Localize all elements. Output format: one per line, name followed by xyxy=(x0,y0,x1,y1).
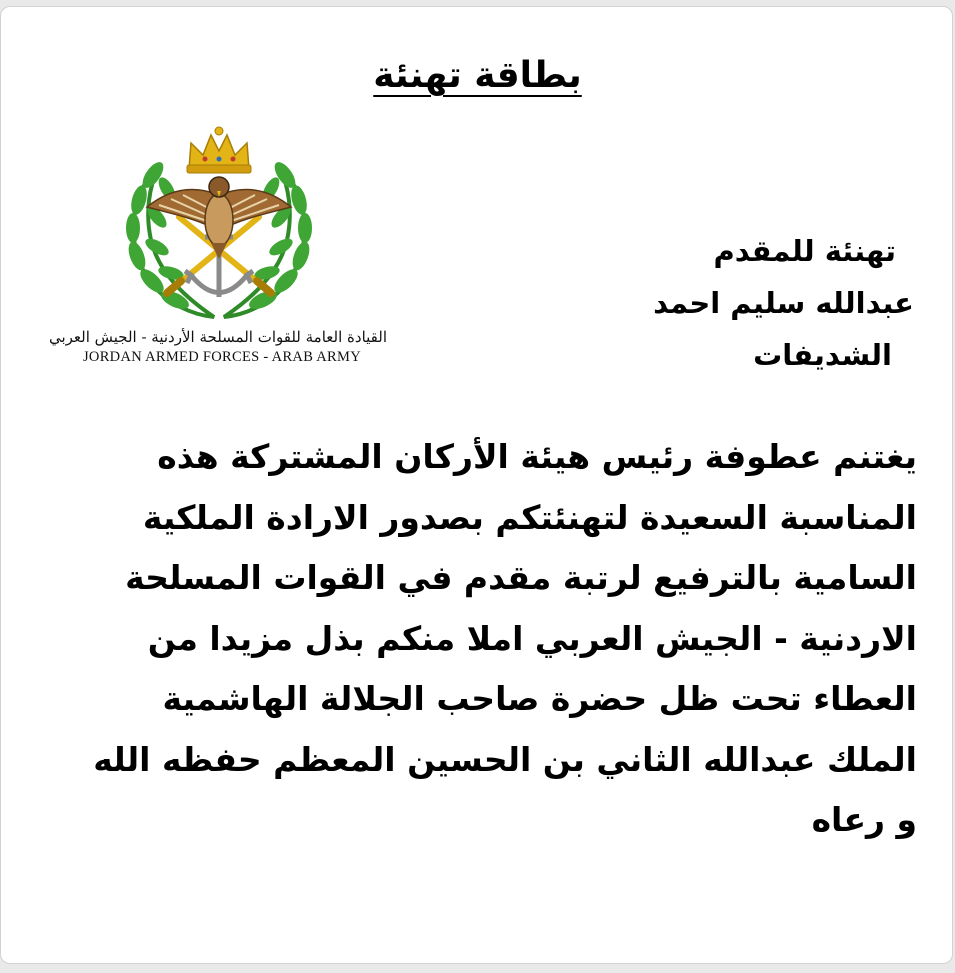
message-line: المناسبة السعيدة لتهنئتكم بصدور الارادة الملكية xyxy=(142,497,917,537)
message-line: الملك عبدالله الثاني بن الحسين المعظم حفظه الله xyxy=(93,739,917,779)
emblem-english-caption: JORDAN ARMED FORCES - ARAB ARMY xyxy=(82,349,361,365)
message-line: السامية بالترفيع لرتبة مقدم في القوات المسلحة xyxy=(125,558,917,597)
message-line: يغتنم عطوفة رئيس هيئة الأركان المشتركة هذه xyxy=(157,437,917,476)
message-line: الاردنية - الجيش العربي املا منكم بذل مزيدا من xyxy=(147,618,917,658)
message-line: و رعاه xyxy=(811,800,917,839)
recipient-block xyxy=(494,225,914,381)
greeting-card xyxy=(0,6,953,964)
jaf-emblem xyxy=(48,125,387,375)
recipient-line-1: تهنئة للمقدم xyxy=(713,234,896,268)
message-line: العطاء تحت ظل حضرة صاحب الجلالة الهاشمية xyxy=(162,679,917,718)
recipient-line-3: الشديفات xyxy=(753,338,892,372)
jaf-emblem-icon xyxy=(119,125,319,325)
emblem-arabic-caption: القيادة العامة للقوات المسلحة الأردنية - الجيش العربي xyxy=(48,328,387,346)
card-title: بطاقة تهنئة xyxy=(373,55,582,96)
crown-icon xyxy=(187,127,251,173)
message-body xyxy=(57,427,917,851)
recipient-line-2: عبدالله سليم احمد xyxy=(653,286,914,320)
